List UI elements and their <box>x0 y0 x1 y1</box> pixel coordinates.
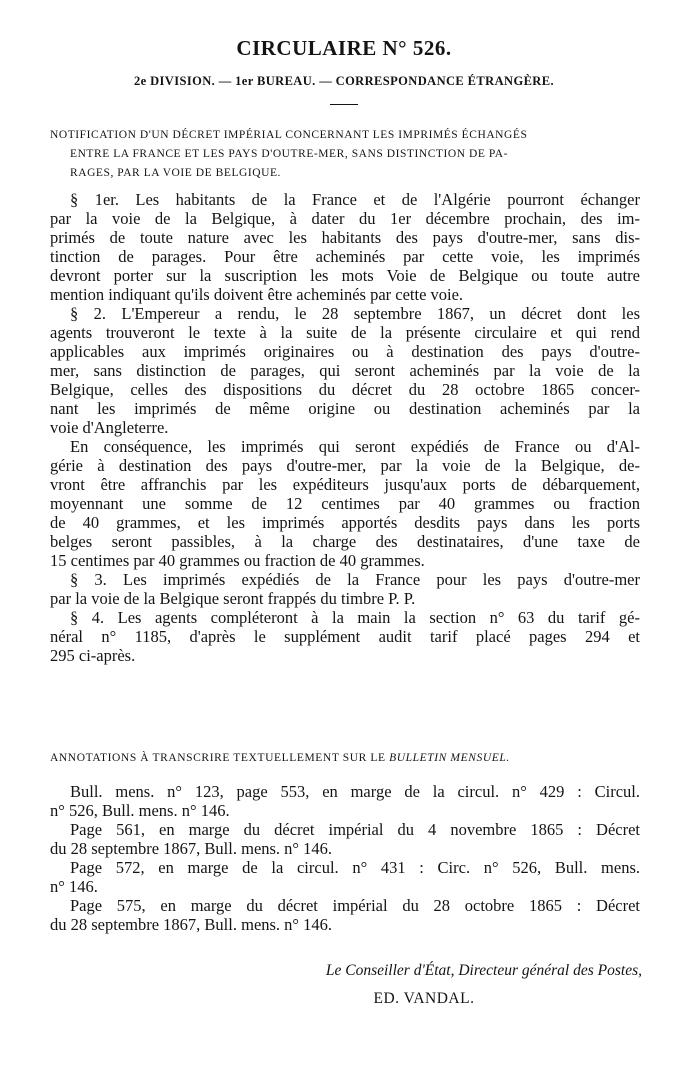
annotation-line: Page 572, en marge de la circul. n° 431 : Circ. n° 526, Bull. mens. <box>70 858 640 877</box>
body-line: § 4. Les agents compléteront à la main la section n° 63 du tarif gé- <box>70 608 640 627</box>
caption-line: RAGES, PAR LA VOIE DE BELGIQUE. <box>70 167 281 179</box>
body-line: 295 ci-après. <box>50 646 136 665</box>
body-line: belges seront passibles, à la charge des destinataires, d'une taxe de <box>50 532 640 551</box>
body-line: mention indiquant qu'ils doivent être acheminés par cette voie. <box>50 285 464 304</box>
signatory-name: ED. VANDAL. <box>373 990 475 1007</box>
body-line: devront porter sur la suscription les mots Voie de Belgique ou toute autre <box>50 266 640 285</box>
body-line: mer, sans distinction de parages, qui seront acheminés par la voie de la <box>50 361 640 380</box>
body-line: agents trouveront le texte à la suite de la présente circulaire et qui rend <box>50 323 640 342</box>
circular-title: CIRCULAIRE N° 526. <box>236 36 452 60</box>
annotations-heading-plain: ANNOTATIONS À TRANSCRIRE TEXTUELLEMENT SUR LE <box>50 752 386 764</box>
body-line: par la voie de la Belgique seront frappés du timbre P. P. <box>50 589 416 608</box>
body-line: vront être affranchis par les expéditeurs jusqu'aux ports de débarquement, <box>50 475 640 494</box>
body-line: tinction de parages. Pour être acheminés par cette voie, les imprimés <box>50 247 640 266</box>
body-line: 15 centimes par 40 grammes ou fraction de 40 grammes. <box>50 551 425 570</box>
annotations-heading-italic: BULLETIN MENSUEL. <box>389 752 510 764</box>
body-line: § 2. L'Empereur a rendu, le 28 septembre 1867, un décret dont les <box>70 304 640 323</box>
annotations-list <box>50 782 640 934</box>
annotations-heading <box>50 752 640 764</box>
caption-block <box>50 126 640 183</box>
body-line: voie d'Angleterre. <box>50 418 169 437</box>
body-line: applicables aux imprimés originaires ou à destination des pays d'outre- <box>50 342 640 361</box>
annotation-line: Page 575, en marge du décret impérial du 28 octobre 1865 : Décret <box>70 896 640 915</box>
annotation-line: Page 561, en marge du décret impérial du 4 novembre 1865 : Décret <box>70 820 640 839</box>
body-line: néral n° 1185, d'après le supplément audit tarif placé pages 294 et <box>50 627 640 646</box>
body-line: par la voie de la Belgique, à dater du 1er décembre prochain, des im- <box>50 209 640 228</box>
body-line: de 40 grammes, et les imprimés apportés desdits pays dans les ports <box>50 513 640 532</box>
annotation-line: n° 526, Bull. mens. n° 146. <box>50 801 230 820</box>
signatory-role: Le Conseiller d'État, Directeur général des Postes, <box>325 962 642 979</box>
annotation-line: n° 146. <box>50 877 98 896</box>
caption-line: NOTIFICATION D'UN DÉCRET IMPÉRIAL CONCERNANT LES IMPRIMÉS ÉCHANGÉS <box>50 129 528 141</box>
caption-line: ENTRE LA FRANCE ET LES PAYS D'OUTRE-MER, SANS DISTINCTION DE PA- <box>70 148 509 160</box>
body-line: gérie à destination des pays d'outre-mer, par la voie de la Belgique, de- <box>50 456 640 475</box>
body-text <box>50 190 640 665</box>
body-line: § 3. Les imprimés expédiés de la France pour les pays d'outre-mer <box>70 570 640 589</box>
body-line: En conséquence, les imprimés qui seront expédiés de France ou d'Al- <box>70 437 640 456</box>
body-line: primés de toute nature avec les habitants des pays d'outre-mer, sans dis- <box>50 228 640 247</box>
annotation-line: Bull. mens. n° 123, page 553, en marge de la circul. n° 429 : Circul. <box>70 782 640 801</box>
divider-rule <box>330 104 358 105</box>
annotation-line: du 28 septembre 1867, Bull. mens. n° 146. <box>50 915 333 934</box>
body-line: nant les imprimés de même origine ou destination acheminés par la <box>50 399 640 418</box>
division-line: 2e DIVISION. — 1er BUREAU. — CORRESPONDANCE ÉTRANGÈRE. <box>133 74 554 88</box>
body-line: Belgique, celles des dispositions du décret du 28 octobre 1865 concer- <box>50 380 640 399</box>
annotation-line: du 28 septembre 1867, Bull. mens. n° 146. <box>50 839 333 858</box>
body-line: § 1er. Les habitants de la France et de l'Algérie pourront échanger <box>70 190 640 209</box>
body-line: moyennant une somme de 12 centimes par 40 grammes ou fraction <box>50 494 640 513</box>
